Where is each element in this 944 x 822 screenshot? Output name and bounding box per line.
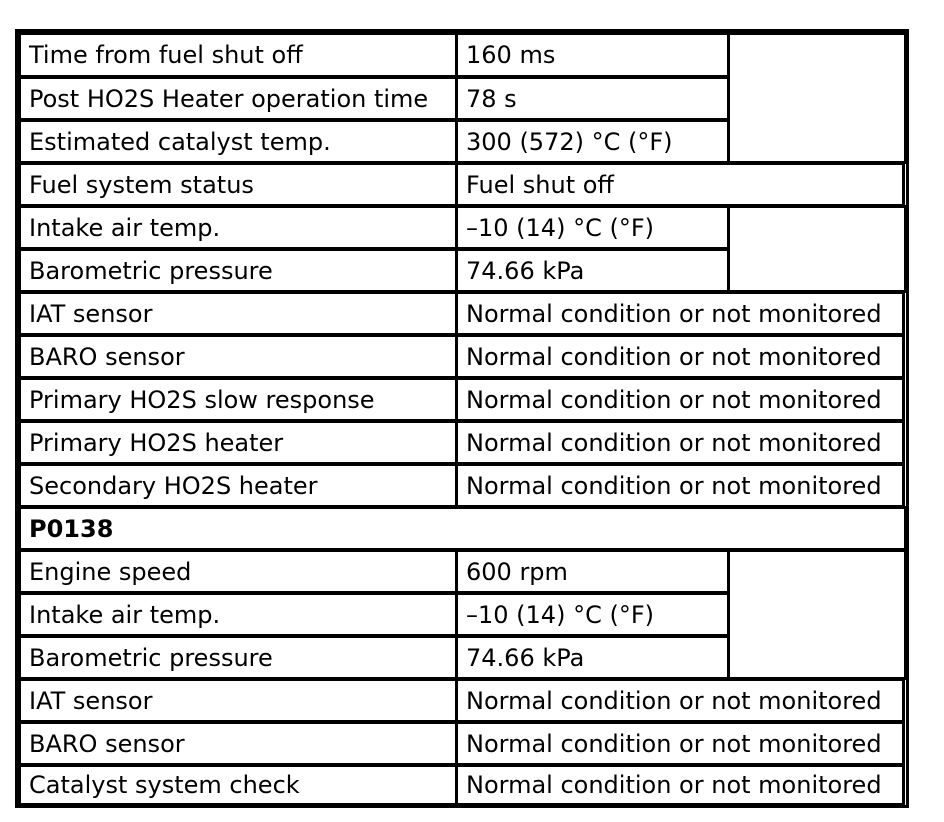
blank-cell [727, 32, 907, 164]
row-value: Normal condition or not monitored [455, 334, 905, 379]
row-label: Barometric pressure [18, 635, 458, 680]
row-value: 78 s [455, 76, 730, 121]
row-value: Fuel shut off [455, 162, 905, 207]
blank-cell [727, 205, 907, 293]
row-label: Fuel system status [18, 162, 458, 207]
row-label: Primary HO2S slow response [18, 377, 458, 422]
row-label: IAT sensor [18, 291, 458, 336]
row-value: 160 ms [455, 32, 730, 78]
row-label: Intake air temp. [18, 592, 458, 637]
row-label: Secondary HO2S heater [18, 463, 458, 508]
row-value: –10 (14) °C (°F) [455, 592, 730, 637]
row-value: Normal condition or not monitored [455, 721, 905, 766]
row-label: BARO sensor [18, 334, 458, 379]
row-value: Normal condition or not monitored [455, 377, 905, 422]
row-label: Catalyst system check [18, 764, 458, 806]
row-label: Intake air temp. [18, 205, 458, 250]
section-heading: P0138 [18, 506, 907, 551]
row-value: –10 (14) °C (°F) [455, 205, 730, 250]
row-label: BARO sensor [18, 721, 458, 766]
row-label: Barometric pressure [18, 248, 458, 293]
row-label: Post HO2S Heater operation time [18, 76, 458, 121]
row-label: Estimated catalyst temp. [18, 119, 458, 164]
row-value: Normal condition or not monitored [455, 463, 905, 508]
row-value: Normal condition or not monitored [455, 291, 905, 336]
row-value: 74.66 kPa [455, 248, 730, 293]
row-label: Time from fuel shut off [18, 32, 458, 78]
row-value: 74.66 kPa [455, 635, 730, 680]
row-value: Normal condition or not monitored [455, 764, 905, 806]
row-value: Normal condition or not monitored [455, 420, 905, 465]
row-label: Engine speed [18, 549, 458, 594]
row-value: 300 (572) °C (°F) [455, 119, 730, 164]
row-label: IAT sensor [18, 678, 458, 723]
row-label: Primary HO2S heater [18, 420, 458, 465]
row-value: 600 rpm [455, 549, 730, 594]
blank-cell [727, 549, 907, 680]
row-value: Normal condition or not monitored [455, 678, 905, 723]
